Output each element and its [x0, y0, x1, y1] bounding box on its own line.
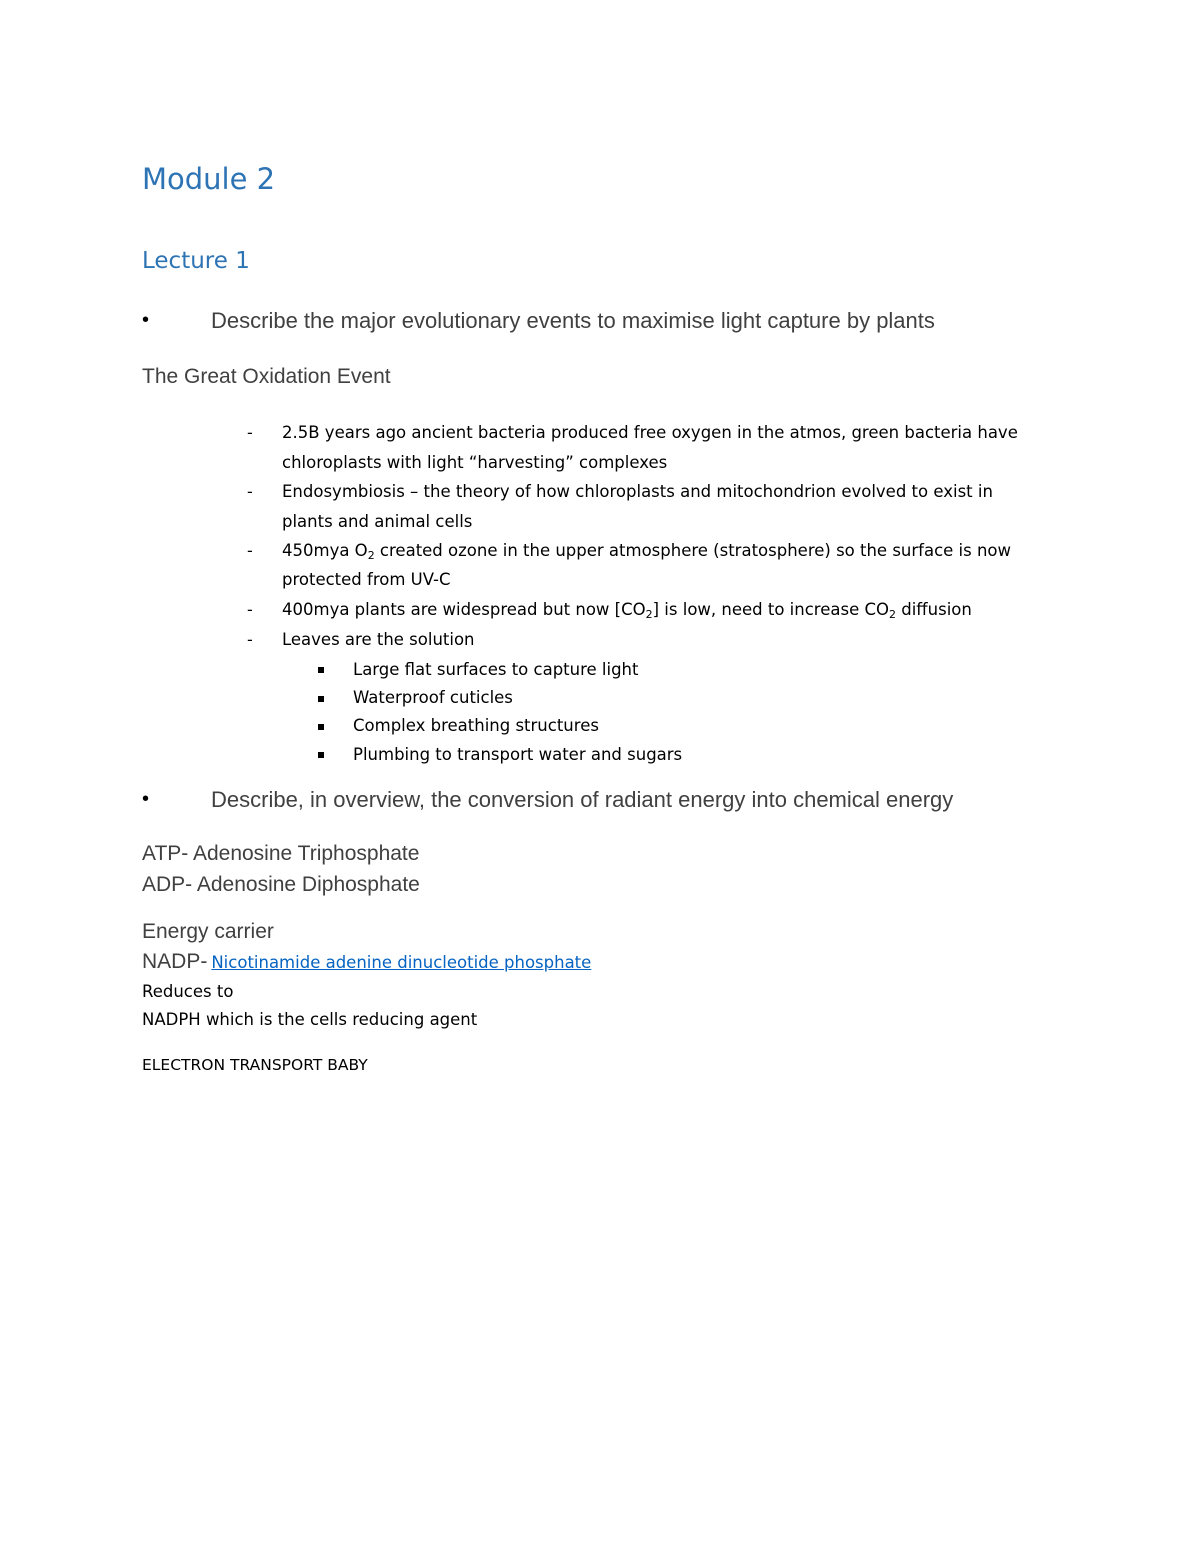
dash-marker: -: [247, 541, 253, 560]
square-bullet-icon: [318, 752, 324, 758]
dash-marker: -: [247, 423, 253, 442]
list-item-2-line-2: plants and animal cells: [282, 512, 473, 531]
footer-note: ELECTRON TRANSPORT BABY: [142, 1056, 368, 1074]
list-item-4: 400mya plants are widespread but now $[CO_2]$ is low, need to increase $CO_2$ diffusion: [282, 600, 972, 621]
list-item-5: Leaves are the solution: [282, 630, 475, 649]
energy-carrier-heading: Energy carrier: [142, 920, 274, 943]
square-bullet-icon: [318, 667, 324, 673]
sub-item-2: Waterproof cuticles: [353, 688, 513, 707]
nadp-label: NADP-: [142, 950, 208, 973]
sub-item-1: Large flat surfaces to capture light: [353, 660, 639, 679]
adp-line: ADP- Adenosine Diphosphate: [142, 873, 420, 896]
bullet-icon: •: [142, 788, 150, 810]
nadp-link[interactable]: Nicotinamide adenine dinucleotide phosphate: [211, 953, 592, 972]
atp-line: ATP- Adenosine Triphosphate: [142, 842, 420, 865]
square-bullet-icon: [318, 696, 324, 702]
list-item-1-line-1: 2.5B years ago ancient bacteria produced free oxygen in the atmos, green bacteria have: [282, 423, 1018, 442]
section-heading-great-oxidation: The Great Oxidation Event: [142, 365, 391, 388]
lecture-title: Lecture 1: [142, 248, 250, 274]
sub-item-3: Complex breathing structures: [353, 716, 599, 735]
dash-marker: -: [247, 482, 253, 501]
list-item-3-line-1: 450mya $O_2$ created ozone in the upper atmosphere (stratosphere) so the surface is now: [282, 541, 1012, 562]
dash-marker: -: [247, 600, 253, 619]
dash-marker: -: [247, 630, 253, 649]
objective-1: Describe the major evolutionary events to maximise light capture by plants: [211, 308, 935, 333]
reduces-to-line: Reduces to: [142, 982, 234, 1001]
bullet-icon: •: [142, 309, 150, 331]
sub-item-4: Plumbing to transport water and sugars: [353, 745, 683, 764]
nadph-line: NADPH which is the cells reducing agent: [142, 1010, 478, 1029]
list-item-1-line-2: chloroplasts with light “harvesting” complexes: [282, 453, 668, 472]
module-title: Module 2: [142, 162, 276, 196]
list-item-3-line-2: protected from UV-C: [282, 570, 451, 589]
objective-2: Describe, in overview, the conversion of radiant energy into chemical energy: [211, 787, 954, 812]
nadp-line: [142, 950, 591, 974]
square-bullet-icon: [318, 724, 324, 730]
list-item-2-line-1: Endosymbiosis – the theory of how chloroplasts and mitochondrion evolved to exist in: [282, 482, 993, 501]
